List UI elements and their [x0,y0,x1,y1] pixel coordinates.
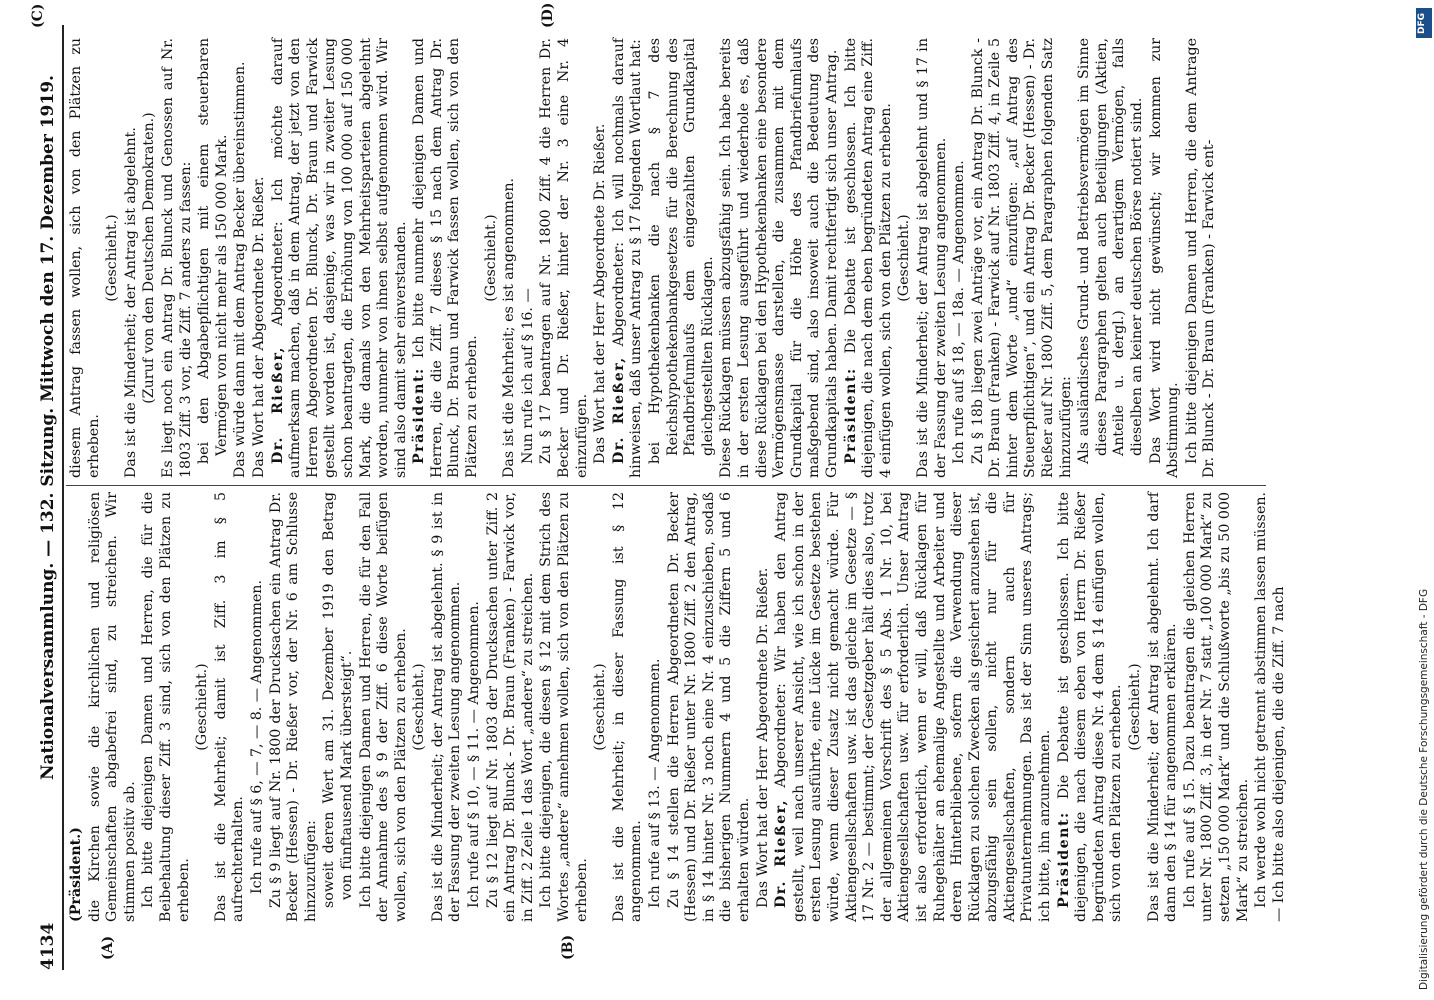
speaker-name: Präsident: [411,367,428,464]
digitization-note [1418,8,1434,998]
left-column [68,492,1287,922]
speech-paragraph [270,38,411,478]
paragraph: Ich rufe auf § 15. Dazu beantragen die gleichen Herren unter Nr. 1800 Ziff. 3, in der Nr. 7 statt „100 000 Mark“ zu setzen „150 000 Mark“ und die Schlußworte „bis zu 50 000 Mark“ zu streichen. [1181,492,1251,922]
quoted-amendment: bei Hypothekenbanken die nach § 7 des Reichshypothekenbankgesetzes für die Berechnung des Pfandbriefumlaufs dem eingezahlten Grundkapital gleichgestellten Rücklagen. [647,38,716,464]
speaker-name: Präsident: [842,367,859,464]
header-rule [62,25,64,970]
speech-text: Abgeordneter: Ich will nochmals darauf hinweisen, daß unser Antrag zu § 17 folgenden Wortlaut hat: [610,37,645,478]
speech-paragraph [843,38,896,478]
paragraph: Das Wort hat der Herr Abgeordnete Dr. Rießer. [754,567,771,908]
paragraph: die Kirchen sowie die kirchlichen und religiösen Gemeinschaften abgabefrei sind, zu streichen. Wir stimmen positiv ab. [86,492,138,922]
paragraph: Zu § 12 liegt auf Nr. 1803 der Drucksachen unter Ziff. 2 ein Antrag Dr. Blunck - Dr. Braun (Franken) - Farwick vor, in Ziff. 2 Zeile 1 das Wort „andere“ zu streichen. [484,492,536,922]
stage-direction: (Geschieht.) [104,214,121,302]
margin-letter-a: (A) [100,935,116,960]
paragraph: Ich bitte diejenigen, die diesen § 12 mit dem Strich des Wortes „andere“ annehmen wollen, sich von den Plätzen zu erheben. [538,492,590,922]
margin-letter-c: (C) [30,3,46,28]
right-column [68,38,1258,478]
paragraph: Das Wort hat der Herr Abgeordnete Dr. Rießer. [592,123,609,464]
speech-text: Die Debatte ist geschlossen. Ich bitte diejenigen, die nach dem eben begründeten Antrag eine Ziff. 4 einfügen wollen, sich von den Plätzen zu erheben. [842,38,894,478]
speaker-name: Dr. Rießer, [269,346,286,464]
speech-paragraph [611,38,646,478]
paragraph: Nun rufe ich auf § 16. — [519,288,536,464]
speech-paragraph [1056,492,1126,922]
stage-direction: (Geschieht.) [1127,663,1144,751]
paragraph: Das ist die Minderheit; der Antrag ist abgelehnt. § 9 ist in der Fassung der zweiten Lesung angenommen. [429,492,464,922]
dfg-logo-text: DFG [1417,12,1427,34]
paragraph: Das ist die Mehrheit; damit ist Ziff. 3 im § 5 aufrechterhalten. [212,492,247,922]
paragraph: Zu § 9 liegt auf Nr. 1800 der Drucksachen ein Antrag Dr. Becker (Hessen) - Dr. Rießer vor, der Nr. 6 am Schlusse hinzuzufügen: [267,492,319,922]
dfg-logo [1416,8,1432,38]
margin-letter-b: (B) [560,934,576,960]
speech-paragraph [411,38,481,478]
paragraph: Das Wort wird nicht gewünscht; wir kommen zur Abstimmung. [1147,38,1182,478]
paragraph: Ich rufe auf § 18, — 18a. — Angenommen. [951,160,968,464]
quoted-amendment: soweit deren Wert am 31. Dezember 1919 den Betrag von fünftausend Mark übersteigt“. [321,492,355,908]
stage-direction: (Geschieht.) [194,663,211,751]
stage-direction: (Zuruf von den Deutschen Demokraten.) [141,112,158,404]
paragraph: Zu § 17 beantragen auf Nr. 1800 Ziff. 4 die Herren Dr. Becker und Dr. Rießer, hinter der Nr. 3 eine Nr. 4 einzufügen. [538,38,590,478]
quoted-amendment: Als ausländisches Grund- und Betriebsvermögen im Sinne dieses Paragraphen gelten auch Beteiligungen (Aktien, Anteile u. dergl.) an derartigem Vermögen, falls dieselben an keiner deutschen Börse notiert sind. [1076,38,1146,464]
paragraph: Diese Rücklagen müssen abzugsfähig sein. Ich habe bereits in der ersten Lesung ausgeführt und wiederhole es, daß diese Rücklagen bei den Hypothekenbanken eine besondere Vermögensmasse darstellen, die zusammen mit dem Grundkapital für die Höhe des Pfandbriefumlaufs maßgebend sind, also insoweit auch die Bedeutung des Grundkapitals haben. Damit rechtfertigt sich unser Antrag. [718,38,840,478]
paragraph: Das ist die Mehrheit; in dieser Fassung ist § 12 angenommen. [610,492,645,922]
paragraph: Es liegt noch ein Antrag Dr. Blunck und Genossen auf Nr. 1803 Ziff. 3 vor, die Ziff. 7 anders zu fassen: [159,38,194,478]
paragraph: Ich werde wohl nicht getrennt abstimmen lassen müssen. — Ich bitte also diejenigen, die die Ziff. 7 nach [1253,492,1287,922]
stage-direction: (Geschieht.) [592,663,609,751]
column-divider [66,485,1266,486]
paragraph: Das ist die Mehrheit; es ist angenommen. [501,177,518,478]
stage-direction: (Geschieht.) [482,214,499,302]
speech-text: Ich bitte nunmehr diejenigen Damen und Herren, die die Ziff. 7 dieses § 15 nach dem Antrag Dr. Blunck, Dr. Braun und Farwick fassen wollen, sich von den Plätzen zu erheben. [411,38,481,478]
paragraph: Zu § 14 stellen die Herren Abgeordneten Dr. Becker (Hessen) und Dr. Rießer unter Nr. 1800 Ziff. 2 den Antrag, in § 14 hinter Nr. 3 noch eine Nr. 4 einzuschieben, sodaß die bisherigen Nummern 4 und 5 die Ziffern 5 und 6 erhalten würden. [665,492,752,922]
paragraph: Das Wort hat der Abgeordnete Dr. Rießer. [250,176,267,478]
page-number: 4134 [38,922,58,970]
speech-text: Abgeordneter: Ich möchte darauf aufmerksam machen, daß in dem Antrag, der jetzt von den Herren Abgeordneten Dr. Blunck, Dr. Braun und Farwick gestellt worden ist, dasjenige, was wir in zweiter Lesung schon beantragten, die Erhöhung von 100 000 auf 150 000 Mark, die damals von den Mehrheitsparteien abgelehnt worden, nunmehr von ihnen selbst aufgenommen wird. Wir sind also damit sehr einverstanden. [269,37,409,478]
speaker-name: Dr. Rießer, [773,798,790,908]
quoted-amendment: bei den Abgabepflichtigen mit einem steuerbaren Vermögen von nicht mehr als 150 000 Mark. [196,38,230,464]
page-header [38,10,60,970]
paragraph: Das ist die Minderheit; der Antrag ist abgelehnt. Ich darf dann den § 14 für angenommen erklären. [1145,492,1180,922]
paragraph: Das würde dann mit dem Antrag Becker übereinstimmen. [232,61,249,478]
paragraph: Zu § 18b liegen zwei Anträge vor, ein Antrag Dr. Blunck - Dr. Braun (Franken) - Farwick auf Nr. 1803 Ziff. 4, in Zeile 5 hinter dem Worte „und“ einzufügen: „auf Antrag des Steuerpflichtigen“, und ein Antrag Dr. Becker (Hessen) - Dr. Rießer auf Nr. 1800 Ziff. 5, dem Paragraphen folgenden Satz hinzuzufügen: [969,38,1074,478]
speech-paragraph [773,492,1055,922]
running-title: Nationalversammlung. — 132. Sitzung. Mittwoch den 17. Dezember 1919. [38,75,58,780]
paragraph: diesem Antrag fassen wollen, sich von den Plätzen zu erheben. [68,38,102,478]
paragraph: Ich rufe auf § 6, — 7, — 8. — Angenommen. [248,580,265,894]
speech-text: Abgeordneter: Wir haben den Antrag gestellt, weil nach unserer Ansicht, wie ich schon in der ersten Lesung ausführte, eine Lücke im Gesetze bestehen würde, wenn dieser Zusatz nicht gemacht würde. Für Aktiengesellschaften usw. ist das gleiche im Gesetze — § 17 Nr. 2 — bestimmt; der Gesetzgeber hält dies also, trotz der allgemeinen Vorschrift des § 5 Abs. 1 Nr. 10, bei Aktiengesellschaften usw. für erforderlich. Unser Antrag ist also erforderlich, wenn er will, daß Rücklagen für Ruhegehälter an ehemalige Angestellte und Arbeiter und deren Hinterbliebene, sofern die Verwendung dieser Rücklagen zu solchen Zwecken als gesichert anzusehen ist, abzugsfähig sein sollen, nicht nur für die Aktiengesellschaften, sondern auch für Privatunternehmungen. Das ist der Sinn unseres Antrags; ich bitte, ihn anzunehmen. [773,492,1054,922]
speaker-name: Dr. Rießer, [610,356,627,464]
paragraph: Ich bitte diejenigen Damen und Herren, die dem Antrage Dr. Blunck - Dr. Braun (Franken) - Farwick ent- [1183,38,1218,478]
paragraph: Ich bitte diejenigen Damen und Herren, die für den Fall der Annahme des § 9 der Ziff. 6 diese Worte beifügen wollen, sich von den Plätzen zu erheben. [357,492,409,922]
digitization-text: Digitalisierung gefördert durch die Deutsche Forschungsgemeinschaft - DFG [1418,588,1430,990]
paragraph: Das ist die Minderheit; der Antrag ist abgelehnt und § 17 in der Fassung der zweiten Lesung angenommen. [914,38,949,478]
stage-direction: (Geschieht.) [411,663,428,751]
paragraph: Ich rufe auf § 13. — Angenommen. [647,658,663,908]
speaker-name: Präsident: [1055,811,1072,908]
paragraph: Das ist die Minderheit; der Antrag ist abgelehnt. [122,127,139,478]
stage-direction: (Geschieht.) [896,214,913,302]
paragraph: Ich rufe auf § 10, — § 11. — Angenommen. [466,601,483,908]
margin-letter-d: (D) [540,2,556,28]
paragraph: Ich bitte diejenigen Damen und Herren, die für die Beibehaltung dieser Ziff. 3 sind, sich von den Plätzen zu erheben. [140,492,192,922]
speaker-tag: (Präsident.) [68,827,84,922]
speech-text: Die Debatte ist geschlossen. Ich bitte diejenigen, die nach diesem eben von Herrn Dr. Rießer begründeten Antrag diese Nr. 4 dem § 14 einfügen wollen, sich von den Plätzen zu erheben. [1055,492,1125,922]
